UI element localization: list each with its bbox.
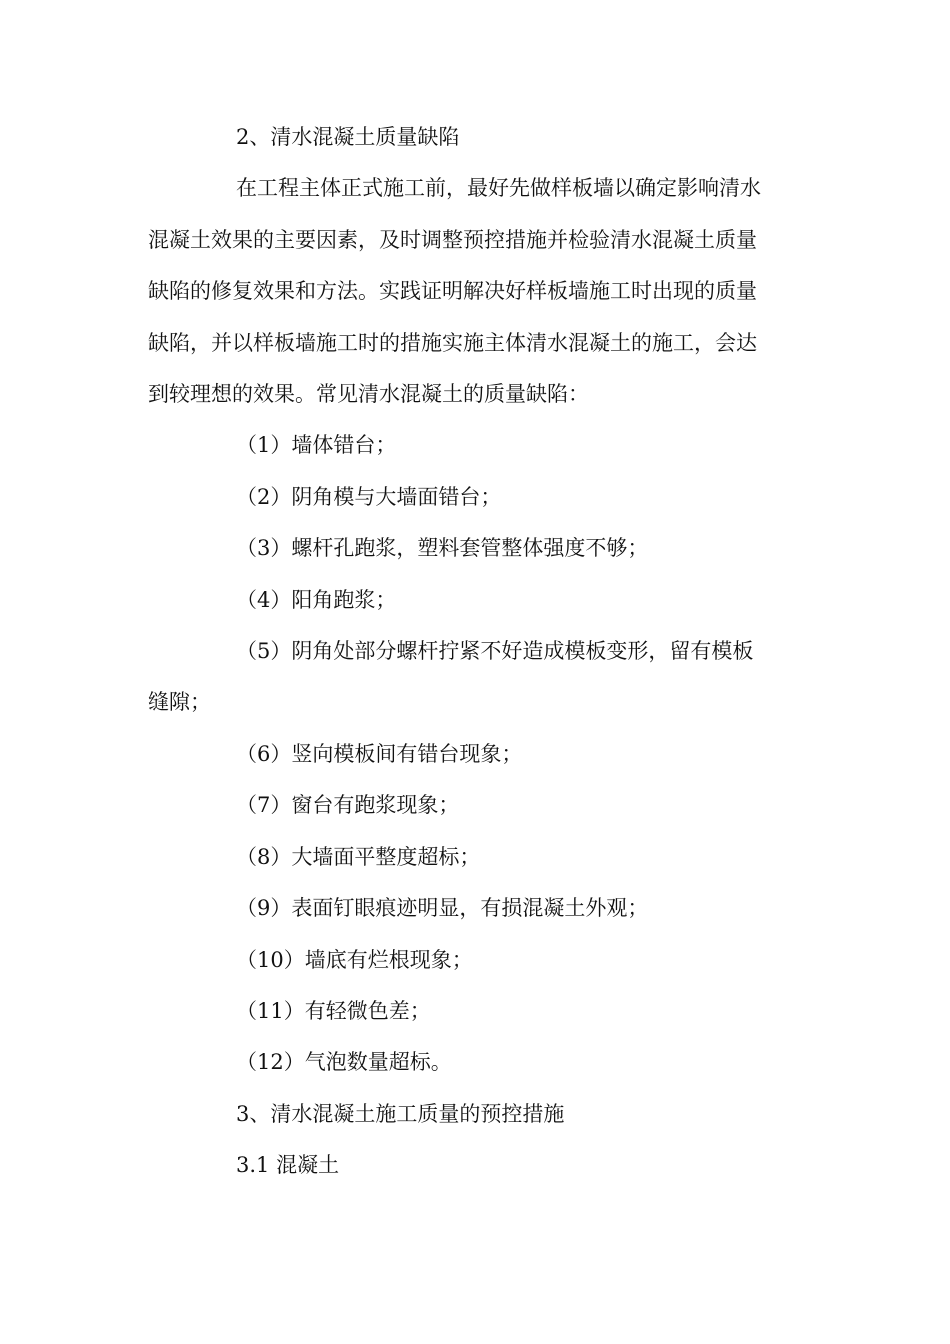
defect-item-2: （2）阴角模与大墙面错台； bbox=[236, 485, 502, 509]
defect-item-4: （4）阳角跑浆； bbox=[236, 588, 397, 612]
defect-item-7: （7）窗台有跑浆现象； bbox=[236, 793, 460, 817]
defect-item-6: （6）竖向模板间有错台现象； bbox=[236, 742, 523, 766]
subsection-heading-3-1: 3.1 混凝土 bbox=[236, 1153, 340, 1177]
defect-item-10: （10）墙底有烂根现象； bbox=[236, 948, 473, 972]
paragraph-line-2: 混凝土效果的主要因素，及时调整预控措施并检验清水混凝土质量 bbox=[148, 228, 757, 252]
defect-item-5-line-1: （5）阴角处部分螺杆拧紧不好造成模板变形，留有模板 bbox=[236, 639, 754, 663]
paragraph-line-5: 到较理想的效果。常见清水混凝土的质量缺陷： bbox=[148, 382, 589, 406]
paragraph-line-1: 在工程主体正式施工前，最好先做样板墙以确定影响清水 bbox=[236, 176, 761, 200]
defect-item-12: （12）气泡数量超标。 bbox=[236, 1050, 452, 1074]
defect-item-3: （3）螺杆孔跑浆，塑料套管整体强度不够； bbox=[236, 536, 649, 560]
section-heading-3: 3、清水混凝土施工质量的预控措施 bbox=[236, 1102, 565, 1126]
defect-item-9: （9）表面钉眼痕迹明显，有损混凝土外观； bbox=[236, 896, 649, 920]
paragraph-line-3: 缺陷的修复效果和方法。实践证明解决好样板墙施工时出现的质量 bbox=[148, 279, 757, 303]
defect-item-8: （8）大墙面平整度超标； bbox=[236, 845, 481, 869]
defect-item-1: （1）墙体错台； bbox=[236, 433, 397, 457]
section-heading-2: 2、清水混凝土质量缺陷 bbox=[236, 125, 460, 149]
paragraph-line-4: 缺陷，并以样板墙施工时的措施实施主体清水混凝土的施工，会达 bbox=[148, 331, 757, 355]
defect-item-5-line-2: 缝隙； bbox=[148, 690, 211, 714]
defect-item-11: （11）有轻微色差； bbox=[236, 999, 431, 1023]
